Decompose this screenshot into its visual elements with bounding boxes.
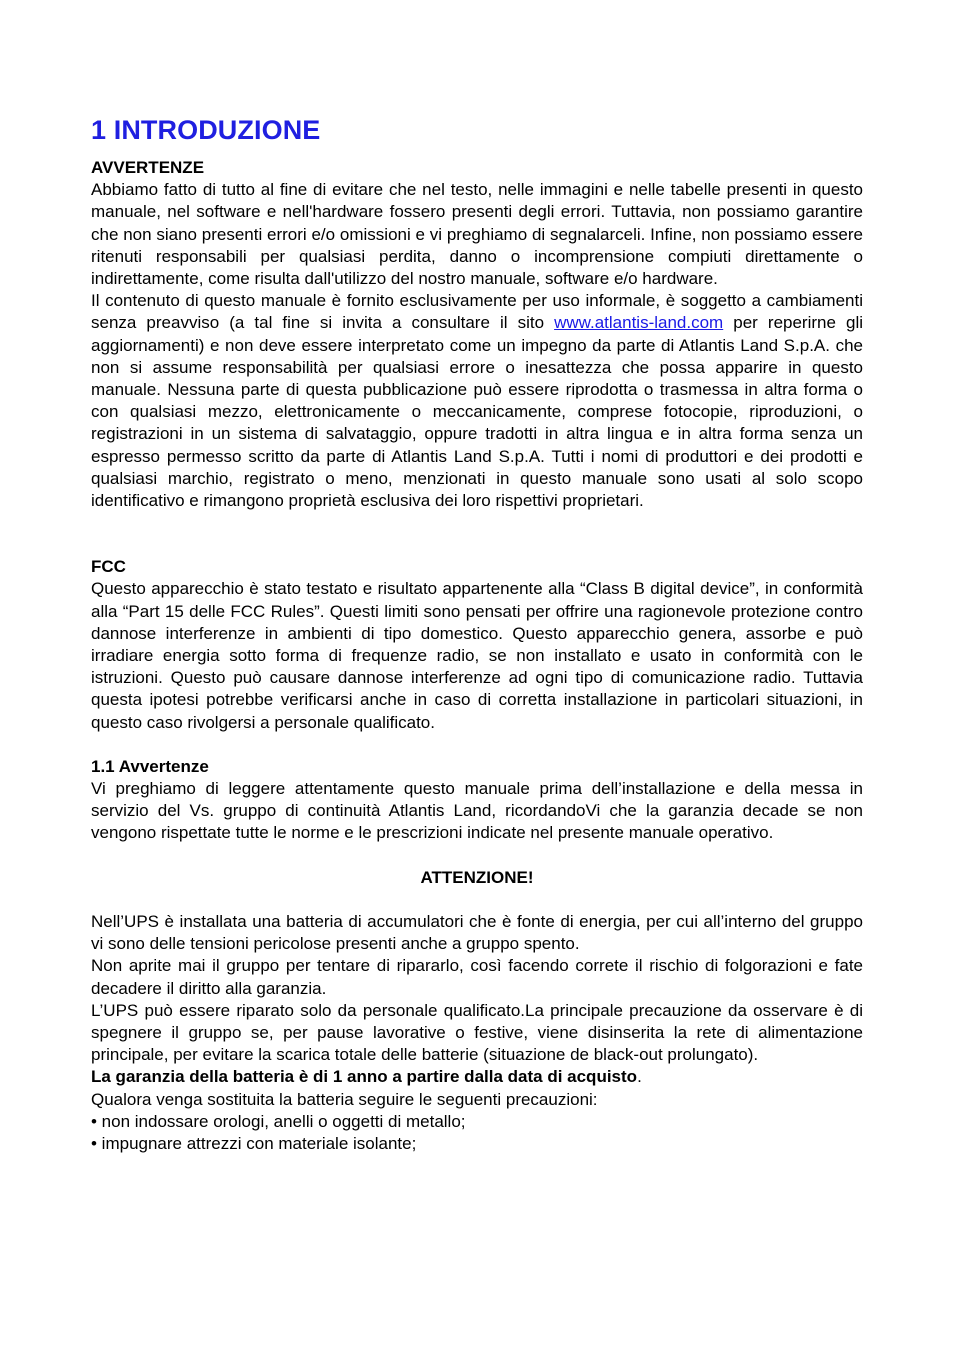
attenzione-paragraph-2: Non aprite mai il gruppo per tentare di ripararlo, così facendo correte il rischio di folgorazioni e fate decadere il diritto alla garanzia. (91, 956, 863, 998)
attenzione-paragraph-3: L’UPS può essere riparato solo da personale qualificato.La principale precauzione da osservare è di spegnere il gruppo se, per pause lavorative o festive, viene disinserita la rete di alimentazione principale, per evitare la scarica totale delle batterie (situazione de black-out prolungato). (91, 1000, 863, 1065)
atlantis-website-link[interactable]: www.atlantis-land.com (554, 313, 724, 333)
battery-warranty-end: . (637, 1067, 642, 1087)
fcc-paragraph: Questo apparecchio è stato testato e risultato appartenente alla “Class B digital device”, in conformità alla “Part 15 delle FCC Rules”. Questi limiti sono pensati per offrire una ragionevole protezione contro dannose interferenze in ambienti di tipo domestico. Questo apparecchio genera, assorbe e può irradiare energia sotto forma di frequenze radio, se non installato e usato in conformità con le istruzioni. Questo può causare dannose interferenze ad ogni tipo di comunicazione radio. Tuttavia questa ipotesi potrebbe verificarsi anche in caso di corretta installazione in particolari situazioni, in questo caso rivolgersi a personale qualificato. (91, 579, 863, 732)
attenzione-paragraph-4: Qualora venga sostituita la batteria seguire le seguenti precauzioni: (91, 1089, 598, 1109)
battery-warranty (91, 1066, 863, 1088)
avvertenze-heading: AVVERTENZE (91, 158, 205, 177)
avvertenze-paragraph-2-end: per reperirne gli aggiornamenti) e non deve essere interpretato come un impegno da parte di Atlantis Land S.p.A. che non si assume responsabilità per qualsiasi errore o inesattezza che possa apparire in questo manuale. Nessuna parte di questa pubblicazione può essere riprodotta o trasmessa in altra forma o con qualsiasi mezzo, elettronicamente o meccanicamente, comprese fotocopie, riproduzioni, o registrazioni in un sistema di salvataggio, oppure tradotti in altra lingua e in altra forma senza un espresso permesso scritto da parte di Atlantis Land S.p.A. Tutti i nomi di produttori e dei prodotti e qualsiasi marchio, registrato o meno, menzionati in questo manuale sono usati al solo scopo identificativo e rimangono proprietà esclusiva dei loro rispettivi proprietari. (91, 313, 864, 511)
attenzione-heading: ATTENZIONE! (420, 867, 534, 887)
avvertenze-paragraph-2-start: Il contenuto di questo manuale è fornito esclusivamente per uso informale, è soggetto a cambiamenti senza preavviso (a tal fine si invita a consultare il sito (91, 291, 863, 333)
bullet-item: • non indossare orologi, anelli o oggetti di metallo; (91, 1111, 466, 1131)
battery-warranty-bold: La garanzia della batteria è di 1 anno a partire dalla data di acquisto (91, 1067, 638, 1087)
avvertenze-paragraph-1: Abbiamo fatto di tutto al fine di evitare che nel testo, nelle immagini e nelle tabelle presenti in questo manuale, nel software e nell'hardware fossero presenti degli errori. Tuttavia, non possiamo garantire che non siano presenti errori e/o omissioni e vi preghiamo di segnalarceli. Infine, non possiamo essere ritenuti responsabili per qualsiasi perdita, danno o incomprensione compiuti direttamente o indirettamente, come risulta dall'utilizzo del nostro manuale, software e/o hardware. (91, 180, 863, 289)
avvertenze-paragraph-2 (91, 290, 863, 512)
section-1-1-paragraph: Vi preghiamo di leggere attentamente questo manuale prima dell’installazione e della messa in servizio del Vs. gruppo di continuità Atlantis Land, ricordandoVi che la garanzia decade se non vengono rispettate tutte le norme e le prescrizioni indicate nel presente manuale operativo. (91, 779, 863, 843)
spacer (91, 845, 863, 867)
spacer (91, 734, 863, 756)
attenzione-paragraph-1: Nell’UPS è installata una batteria di accumulatori che è fonte di energia, per cui all’interno del gruppo vi sono delle tensioni pericolose presenti anche a gruppo spento. (91, 911, 863, 954)
spacer (91, 512, 863, 556)
bullet-item: • impugnare attrezzi con materiale isolante; (91, 1133, 417, 1153)
section-1-1-heading: 1.1 Avvertenze (91, 756, 209, 776)
document-page (91, 112, 863, 1155)
fcc-heading: FCC (91, 557, 126, 577)
page-title: 1 INTRODUZIONE (91, 115, 321, 145)
spacer (91, 889, 863, 911)
